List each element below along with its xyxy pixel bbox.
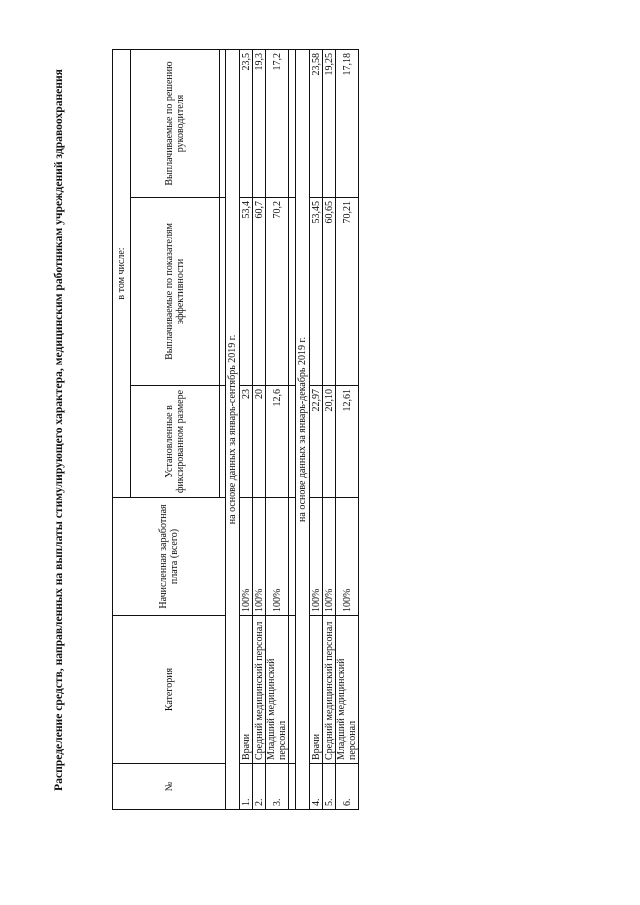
cell-no: 6. (336, 764, 359, 810)
cell-efficiency: 60,65 (323, 198, 336, 386)
cell-no: 3. (266, 764, 289, 810)
cell-efficiency: 60,7 (253, 198, 266, 386)
cell-accrued: 100% (266, 498, 289, 616)
cell-accrued: 100% (336, 498, 359, 616)
cell-efficiency: 70,21 (336, 198, 359, 386)
cell-category: Средний медицинский персонал (253, 616, 266, 764)
cell-category: Средний медицинский персонал (323, 616, 336, 764)
cell-manager: 23,58 (310, 49, 323, 197)
table-row (266, 49, 289, 809)
cell-fixed: 12,61 (336, 386, 359, 498)
cell-manager: 19,3 (253, 49, 266, 197)
spacer-row (289, 49, 296, 809)
cell-category: Младший медицинский персонал (266, 616, 289, 764)
cell-fixed: 22,97 (310, 386, 323, 498)
cell-fixed: 23 (240, 386, 253, 498)
cell-accrued: 100% (253, 498, 266, 616)
section-caption: на основе данных за январь-декабрь 2019 г. (296, 49, 310, 809)
header-no: № (113, 764, 226, 810)
cell-no: 5. (323, 764, 336, 810)
header-manager: Выплачиваемые по решению руководителя (131, 49, 220, 197)
header-fixed: Установленные в фиксированном размере (131, 386, 220, 498)
cell-fixed: 20 (253, 386, 266, 498)
cell-accrued: 100% (323, 498, 336, 616)
cell-efficiency: 53,4 (240, 198, 253, 386)
cell-manager: 17,2 (266, 49, 289, 197)
cell-no: 4. (310, 764, 323, 810)
header-efficiency: Выплачиваемые по показателям эффективности (131, 198, 220, 386)
cell-category: Младший медицинский персонал (336, 616, 359, 764)
cell-no: 1. (240, 764, 253, 810)
cell-accrued: 100% (310, 498, 323, 616)
header-accrued: Начисленная заработная плата (всего) (113, 498, 226, 616)
cell-efficiency: 53,45 (310, 198, 323, 386)
cell-category: Врачи (240, 616, 253, 764)
rotated-document (50, 30, 358, 830)
distribution-table (112, 49, 359, 810)
table-row (240, 49, 253, 809)
header-category: Категория (113, 616, 226, 764)
cell-category: Врачи (310, 616, 323, 764)
document-title: Распределение средств, направленных на выплаты стимулирующего характера, медицинским работникам учреждений здравоохранения (52, 69, 65, 791)
cell-manager: 19,25 (323, 49, 336, 197)
cell-accrued: 100% (240, 498, 253, 616)
header-including: в том числе: (113, 49, 131, 497)
section-caption: на основе данных за январь-сентябрь 2019 г. (226, 49, 240, 809)
table-row (253, 49, 266, 809)
cell-manager: 23,5 (240, 49, 253, 197)
cell-efficiency: 70,2 (266, 198, 289, 386)
cell-fixed: 12,6 (266, 386, 289, 498)
table-row (310, 49, 323, 809)
table-row (323, 49, 336, 809)
cell-manager: 17,18 (336, 49, 359, 197)
cell-fixed: 20,10 (323, 386, 336, 498)
cell-no: 2. (253, 764, 266, 810)
table-row (336, 49, 359, 809)
